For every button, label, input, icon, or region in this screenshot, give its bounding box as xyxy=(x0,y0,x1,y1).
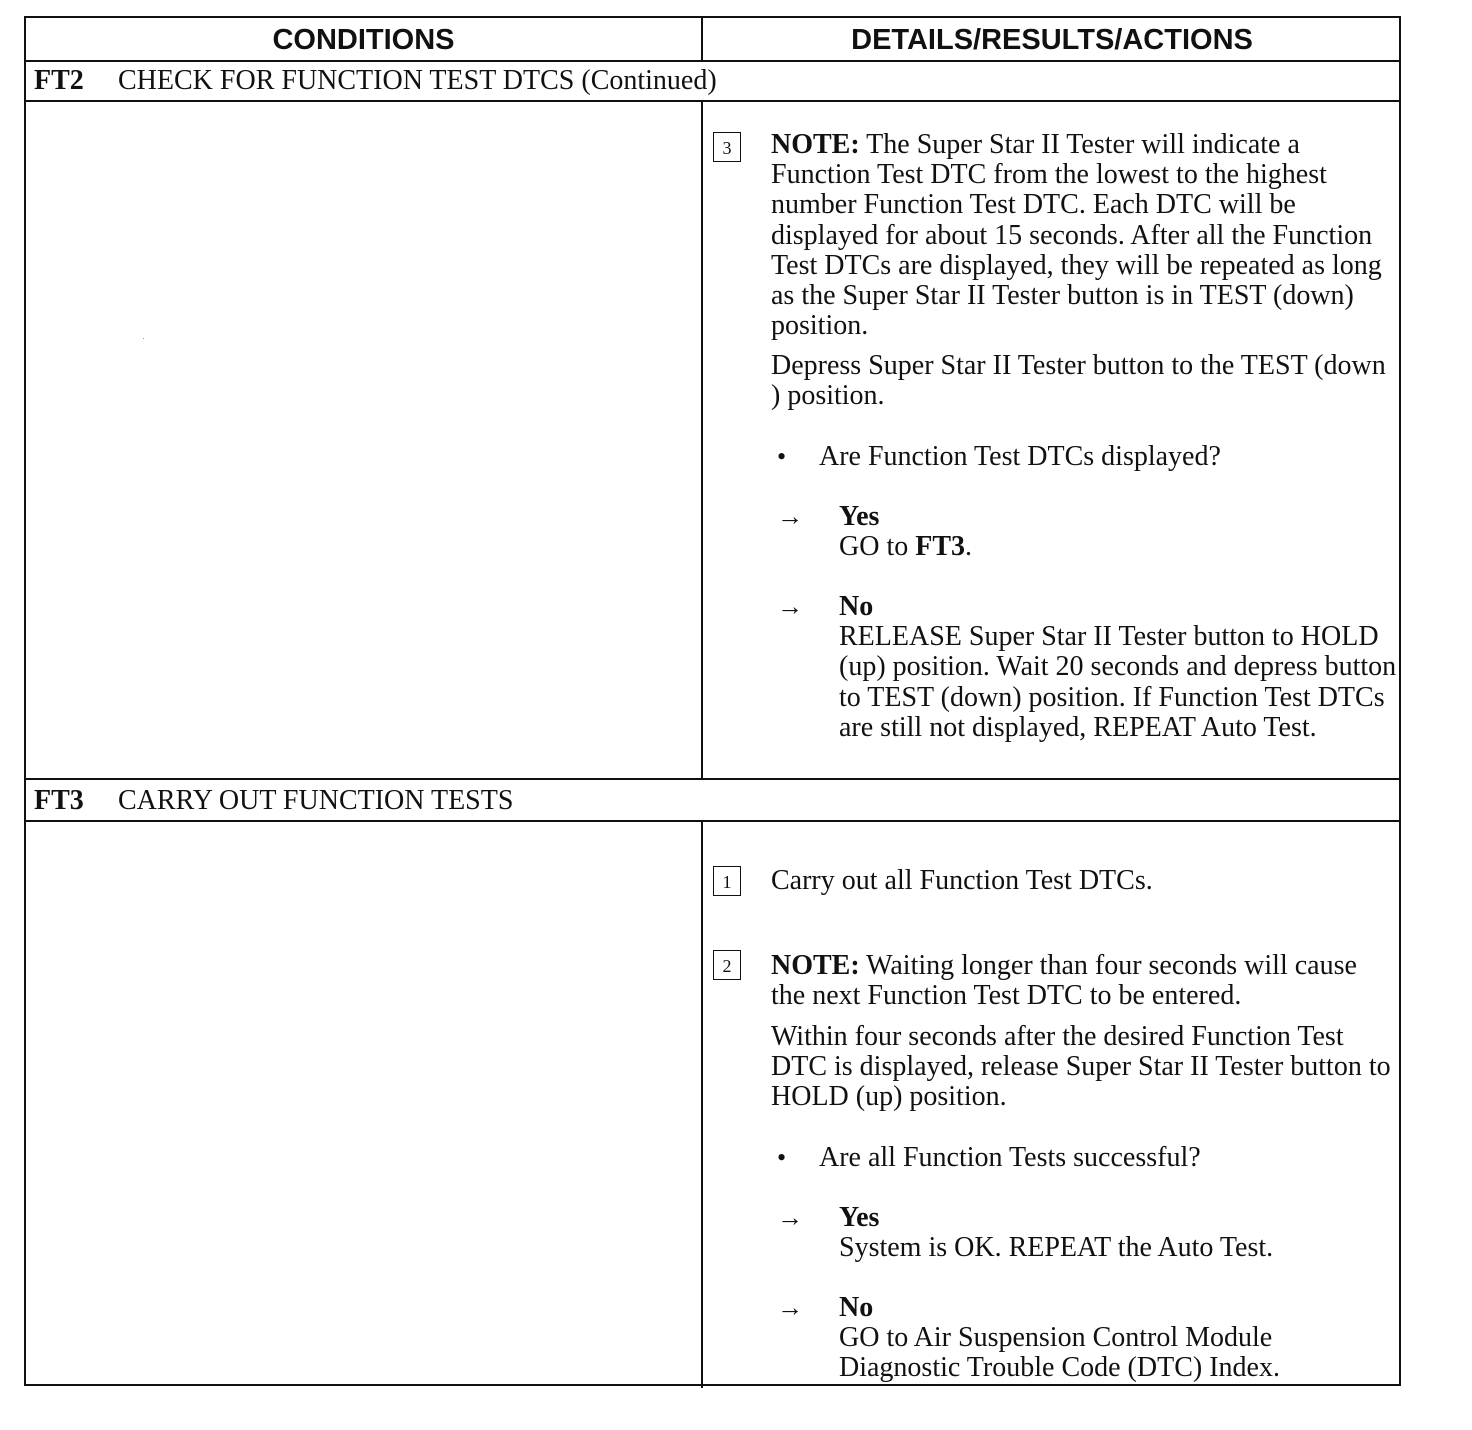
step-note xyxy=(771,951,1391,1011)
diagnostic-table xyxy=(24,16,1401,1386)
section-ft3-header xyxy=(26,780,1399,822)
answer-no-text: RELEASE Super Star II Tester button to HOLD (up) position. Wait 20 seconds and depress button to TEST (down) position. If Function Test DTCs are still not displayed, REPEAT Auto Test. xyxy=(839,621,1397,743)
bullet-icon: • xyxy=(777,442,787,471)
note-label: NOTE: xyxy=(771,950,860,981)
arrow-right-icon: → xyxy=(777,1203,803,1232)
scan-speck xyxy=(143,338,144,339)
header-details-results-actions: DETAILS/RESULTS/ACTIONS xyxy=(851,24,1253,56)
arrow-right-icon: → xyxy=(777,502,803,531)
table-header xyxy=(26,18,1399,62)
step-text: Carry out all Function Test DTCs. xyxy=(771,865,1153,896)
step-reference-link[interactable]: FT3 xyxy=(915,531,966,563)
answer-no xyxy=(839,1293,1399,1384)
arrow-right-icon: → xyxy=(777,1293,803,1322)
ft3-step-row xyxy=(26,822,1399,1388)
conditions-cell xyxy=(26,822,703,1388)
section-code: FT3 xyxy=(34,785,84,816)
details-cell xyxy=(703,102,1399,778)
note-label: NOTE: xyxy=(771,129,860,160)
answer-yes-text: GO to FT3. xyxy=(839,531,973,563)
answer-no xyxy=(839,592,1399,743)
step-number-box: 2 xyxy=(713,950,741,980)
step-question: Are all Function Tests successful? xyxy=(819,1142,1201,1173)
note-text: Waiting longer than four seconds will cause the next Function Test DTC to be entered. xyxy=(771,950,1357,1012)
ft2-step-row xyxy=(26,102,1399,780)
note-text: The Super Star II Tester will indicate a Function Test DTC from the lowest to the highest number Function Test DTC. Each DTC will be displayed for about 15 seconds. After all the Function Test DTCs are displayed, they will be repeated as long as the Super Star II Tester button is in TEST (down) position. xyxy=(771,129,1382,342)
section-title: CHECK FOR FUNCTION TEST DTCS (Continued) xyxy=(118,65,717,96)
answer-no-text: GO to Air Suspension Control Module Diagnostic Trouble Code (DTC) Index. xyxy=(839,1322,1280,1384)
section-code: FT2 xyxy=(34,65,84,96)
section-ft2-header xyxy=(26,60,1399,102)
answer-no-label: No xyxy=(839,591,874,622)
step-note xyxy=(771,130,1391,341)
details-cell xyxy=(703,822,1399,1388)
arrow-right-icon: → xyxy=(777,592,803,621)
step-instruction: Depress Super Star II Tester button to the TEST (down ) position. xyxy=(771,350,1386,412)
answer-yes xyxy=(839,502,1399,562)
answer-no-label: No xyxy=(839,1292,874,1323)
answer-yes xyxy=(839,1203,1399,1263)
answer-yes-text: System is OK. REPEAT the Auto Test. xyxy=(839,1232,1274,1264)
header-conditions: CONDITIONS xyxy=(26,18,703,60)
step-number-box: 1 xyxy=(713,866,741,896)
step-question: Are Function Test DTCs displayed? xyxy=(819,441,1221,472)
answer-yes-label: Yes xyxy=(839,501,880,532)
answer-yes-label: Yes xyxy=(839,1202,880,1233)
bullet-icon: • xyxy=(777,1143,787,1172)
section-title: CARRY OUT FUNCTION TESTS xyxy=(118,785,514,816)
step-number-box: 3 xyxy=(713,132,741,162)
conditions-cell xyxy=(26,102,703,778)
step-instruction: Within four seconds after the desired Function Test DTC is displayed, release Super Star II Tester button to HOLD (up) position. xyxy=(771,1021,1391,1113)
